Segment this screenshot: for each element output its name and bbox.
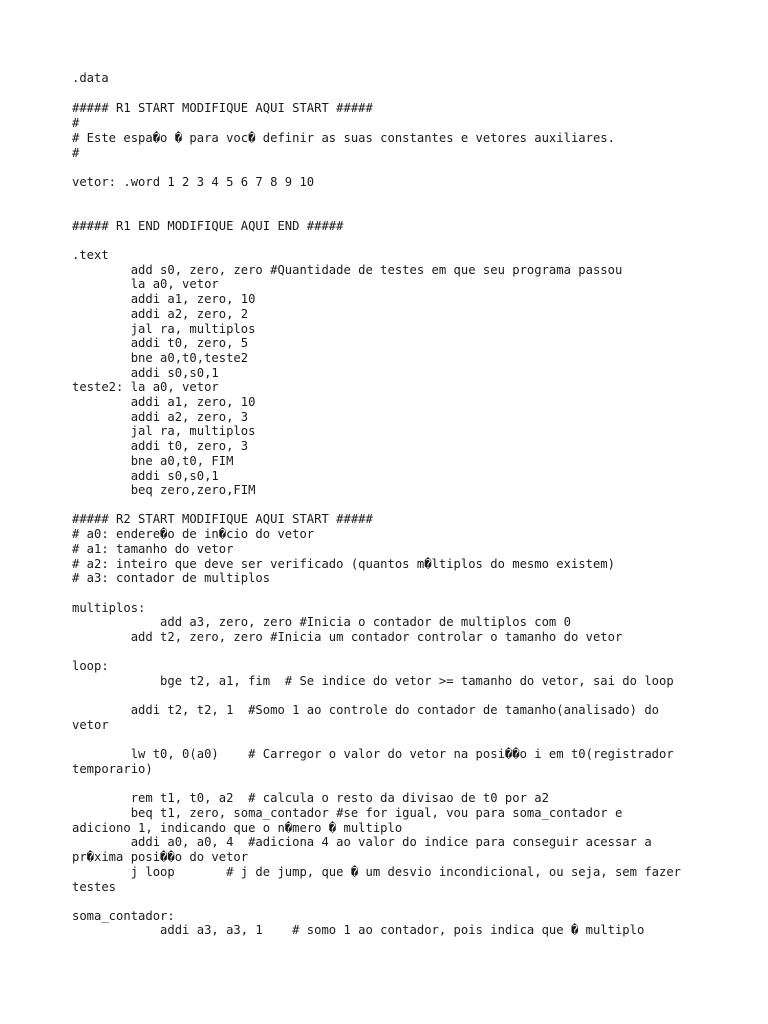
code-line: ##### R1 END MODIFIQUE AQUI END ##### <box>72 219 344 233</box>
code-line: addi t0, zero, 3 <box>72 439 249 453</box>
code-line: ##### R1 START MODIFIQUE AQUI START ##### <box>72 101 373 115</box>
code-line: beq t1, zero, soma_contador #se for igual, vou para soma_contador e <box>72 806 623 820</box>
code-line: bne a0,t0, FIM <box>72 454 234 468</box>
code-line: # a1: tamanho do vetor <box>72 542 234 556</box>
code-line: addi a1, zero, 10 <box>72 395 256 409</box>
code-line: # Este espa�o � para voc� definir as suas constantes e vetores auxiliares. <box>72 131 615 145</box>
code-line: addi a2, zero, 2 <box>72 307 249 321</box>
code-line: add s0, zero, zero #Quantidade de testes em que seu programa passou <box>72 263 623 277</box>
code-line: j loop # j de jump, que � um desvio incondicional, ou seja, sem fazer <box>72 865 682 879</box>
code-line: multiplos: <box>72 601 146 615</box>
code-line: addi t0, zero, 5 <box>72 336 249 350</box>
code-line: addi a3, a3, 1 # somo 1 ao contador, pois indica que � multiplo <box>72 923 645 937</box>
code-line: temporario) <box>72 762 153 776</box>
code-line: loop: <box>72 659 109 673</box>
code-line: teste2: la a0, vetor <box>72 380 219 394</box>
code-line: add t2, zero, zero #Inicia um contador controlar o tamanho do vetor <box>72 630 623 644</box>
code-line: .data <box>72 71 109 85</box>
code-line: bge t2, a1, fim # Se indice do vetor >= tamanho do vetor, sai do loop <box>72 674 674 688</box>
code-line: pr�xima posi��o do vetor <box>72 850 249 864</box>
code-line: adiciono 1, indicando que o n�mero � multiplo <box>72 821 403 835</box>
code-line: addi a1, zero, 10 <box>72 292 256 306</box>
code-line: # a2: inteiro que deve ser verificado (quantos m�ltiplos do mesmo existem) <box>72 557 615 571</box>
code-line: jal ra, multiplos <box>72 424 256 438</box>
code-line: soma_contador: <box>72 909 175 923</box>
code-line: la a0, vetor <box>72 277 219 291</box>
code-line: addi s0,s0,1 <box>72 469 219 483</box>
code-line: bne a0,t0,teste2 <box>72 351 249 365</box>
code-line: vetor <box>72 718 109 732</box>
code-line: # <box>72 116 80 130</box>
code-line: vetor: .word 1 2 3 4 5 6 7 8 9 10 <box>72 175 315 189</box>
code-line: # a3: contador de multiplos <box>72 571 271 585</box>
code-line: beq zero,zero,FIM <box>72 483 256 497</box>
code-line: rem t1, t0, a2 # calcula o resto da divisao de t0 por a2 <box>72 791 549 805</box>
code-line: testes <box>72 880 117 894</box>
code-line: addi s0,s0,1 <box>72 366 219 380</box>
code-line: .text <box>72 248 109 262</box>
code-line: add a3, zero, zero #Inicia o contador de multiplos com 0 <box>72 615 571 629</box>
code-line: # a0: endere�o de in�cio do vetor <box>72 527 315 541</box>
code-line: addi a2, zero, 3 <box>72 410 249 424</box>
code-line: jal ra, multiplos <box>72 322 256 336</box>
code-line: addi t2, t2, 1 #Somo 1 ao controle do contador de tamanho(analisado) do <box>72 703 659 717</box>
code-line: ##### R2 START MODIFIQUE AQUI START ##### <box>72 512 373 526</box>
code-line: addi a0, a0, 4 #adiciona 4 ao valor do indice para conseguir acessar a <box>72 835 652 849</box>
code-line: # <box>72 146 80 160</box>
code-line: lw t0, 0(a0) # Carregor o valor do vetor na posi��o i em t0(registrador <box>72 747 674 761</box>
